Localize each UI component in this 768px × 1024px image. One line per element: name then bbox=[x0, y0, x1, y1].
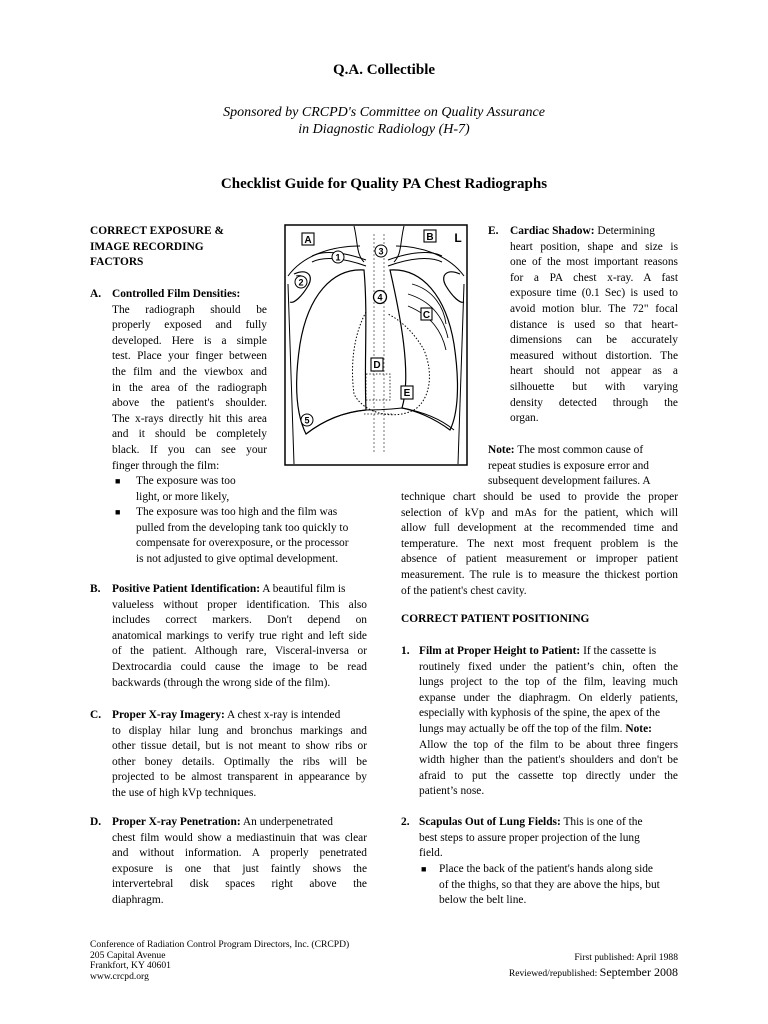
text-line: measurement. The rule is to measure the thickest portion bbox=[401, 568, 678, 581]
text-line: especially with kyphosis of the spine, the apex of the bbox=[419, 707, 661, 720]
text-line: avoid motion blur. The 72" focal bbox=[510, 302, 678, 315]
footer-web: www.crcpd.org bbox=[90, 970, 149, 982]
text-line: chest film would show a mediastinuin that was clear bbox=[112, 831, 367, 844]
text-line: selection of kVp and mAs for the patient, which will bbox=[401, 506, 678, 519]
text-line: exposure is one that just faintly shows the bbox=[112, 862, 367, 875]
svg-text:E: E bbox=[403, 388, 411, 399]
diagram-number-5 bbox=[301, 414, 313, 426]
text-line: projected to be almost transparent in appearance by bbox=[112, 771, 367, 784]
section-e-body bbox=[510, 240, 678, 427]
text-line: density detected through the bbox=[510, 396, 678, 409]
note-block: Note: The most common cause of repeat studies is exposure error and subsequent development failures. A bbox=[488, 444, 651, 488]
section-b-body bbox=[112, 598, 367, 692]
svg-text:L: L bbox=[454, 231, 462, 245]
diagram-number-1 bbox=[332, 251, 344, 263]
section-c-title: Proper X-ray Imagery: bbox=[112, 709, 225, 721]
text-line: The x-rays directly hit this area bbox=[112, 412, 267, 425]
text-line: allow full development at the recommended time and bbox=[401, 522, 678, 535]
text-line: finger through the film: bbox=[112, 459, 220, 472]
text-line: routinely fixed under the patient’s chin, often the bbox=[419, 660, 678, 673]
svg-text:3: 3 bbox=[378, 246, 384, 257]
text-line: heart should not appear as a bbox=[510, 365, 678, 378]
text-line: in the area of the radiograph bbox=[112, 381, 267, 394]
diagram-number-4 bbox=[374, 291, 387, 304]
diagram-label-a bbox=[302, 233, 314, 246]
text-line: technique chart should be used to provide the proper bbox=[401, 491, 678, 503]
text-line: and without information. A properly penetrated bbox=[112, 847, 367, 860]
sponsor-line bbox=[0, 104, 768, 138]
text-line: above the patient's shoulder. bbox=[112, 397, 267, 410]
bullet-item: ■ Place the back of the patient's hands along side of the thighs, so that they are above the hips, but below the belt line. bbox=[421, 863, 660, 907]
position-item-1: 1. Film at Proper Height to Patient: If the cassette is routinely fixed under the patient’s chin, often the lungs project to the top of the film, leaving much expanse under the diaphragm. On elderly patients, especially with kyphosis of the spine, the apex of the lungs may actually be off the top of the film. Note: Allow the top of the film to be about three fingers width higher than the patient's shoulders and don't be afraid to put the cassette top directly under the patient’s nose. bbox=[401, 644, 678, 800]
checklist-title: Checklist Guide for Quality PA Chest Radiographs bbox=[220, 176, 548, 192]
diagram-label-d bbox=[371, 358, 383, 371]
text-line: absence of patient measurement or improper patient bbox=[401, 553, 678, 566]
text-line: distance is used so that heart- bbox=[510, 318, 678, 331]
page-title: Q.A. Collectible bbox=[332, 62, 436, 78]
position-item-2-bullet bbox=[419, 862, 689, 909]
text-line: valueless without proper identification. This also bbox=[112, 598, 367, 611]
bullet-item: ■ The exposure was too light, or more likely, bbox=[115, 475, 236, 503]
text-line: width higher than the patient's shoulders and don't be bbox=[419, 754, 678, 767]
section-a-bullets bbox=[112, 474, 392, 568]
position-item-2: 2. Scapulas Out of Lung Fields: This is one of the best steps to assure proper projection of the lung field. bbox=[401, 816, 643, 860]
text-line: other boney details. Optimally the ribs will be bbox=[112, 755, 367, 768]
sponsor-line-1: Sponsored by CRCPD's Committee on Quality Assurance bbox=[223, 105, 545, 120]
section-c: C. Proper X-ray Imagery: A chest x-ray is intended to display hilar lung and bronchus markings and other tissue detail, but is not meant to show ribs or other boney details. Optimally the ribs will be projected to be almost transparent in appearance by the use of high kVp techniques. bbox=[90, 708, 367, 802]
position-item-1-title: Film at Proper Height to Patient: bbox=[419, 645, 581, 657]
svg-text:A: A bbox=[304, 235, 312, 246]
section-e: E. Cardiac Shadow: Determining heart position, shape and size is one of the most important reasons for a PA chest x-ray. A fast exposure time (0.1 Sec) is used to avoid motion blur. The 72" focal distance is used so that heart- dimensions can be accurately measured without distortion. The heart should not appear as a silhouette but with varying density detected through the organ. bbox=[488, 224, 678, 427]
section-d-body bbox=[112, 831, 367, 909]
text-line: exposure time (0.1 Sec) is used to bbox=[510, 287, 678, 300]
text-line: other tissue detail, but is not meant to show ribs or bbox=[112, 740, 367, 753]
footer-org: Conference of Radiation Control Program Directors, Inc. (CRCPD) 205 Capital Avenue Frankfort, KY 40601 www.crcpd.org bbox=[90, 940, 390, 982]
section-b-title: Positive Patient Identification: bbox=[112, 583, 261, 595]
text-line: Dextrocardia could cause the image to be read bbox=[112, 660, 367, 673]
text-line: the film and the viewbox and bbox=[112, 365, 267, 378]
text-line: silhouette but with varying bbox=[510, 380, 678, 393]
note-label: Note: bbox=[488, 444, 515, 456]
text-line: Allow the top of the film to be about three fingers bbox=[419, 738, 678, 751]
svg-text:5: 5 bbox=[304, 415, 310, 426]
text-line: black. If you can see your bbox=[112, 443, 267, 456]
section-d: D. Proper X-ray Penetration: An underpenetrated chest film would show a mediastinuin that was clear and without information. A properly penetrated exposure is one that just faintly shows the intervertebral disk spaces right above the diaphragm. bbox=[90, 815, 367, 909]
text-line: heart position, shape and size is bbox=[510, 240, 678, 253]
text-line: of the patient's chest cavity. bbox=[401, 584, 527, 597]
text-line: patient’s nose. bbox=[419, 785, 485, 798]
text-line: developed. Here is a simple bbox=[112, 334, 267, 347]
text-line: to display hilar lung and bronchus markings and bbox=[112, 724, 367, 737]
section-a-body bbox=[112, 303, 267, 475]
text-line: and it should be completely bbox=[112, 428, 267, 441]
svg-text:2: 2 bbox=[298, 277, 304, 288]
diagram-number-3 bbox=[375, 245, 387, 257]
text-line: the use of high kVp techniques. bbox=[112, 786, 257, 799]
bullet-item: ■ The exposure was too high and the film was pulled from the developing tank too quickly to compensate for overexposure, or the processor is not adjusted to give optimal development. bbox=[115, 506, 349, 565]
svg-text:C: C bbox=[422, 310, 431, 321]
diagram-label-l bbox=[454, 231, 461, 245]
text-line: afraid to put the cassette top directly under the bbox=[419, 769, 678, 782]
text-line: The radiograph should be bbox=[112, 303, 267, 316]
chest-diagram bbox=[284, 224, 468, 466]
svg-text:4: 4 bbox=[377, 292, 383, 303]
text-line: backwards (through the wrong side of the film). bbox=[112, 676, 331, 689]
svg-text:D: D bbox=[373, 360, 381, 371]
text-line: includes correct markers. Don't depend on bbox=[112, 614, 367, 627]
text-line: anatomical markings to verify true right and left side bbox=[112, 629, 367, 642]
section-e-title: Cardiac Shadow: bbox=[510, 225, 595, 237]
section-a bbox=[90, 287, 267, 474]
diagram-label-b bbox=[424, 230, 436, 243]
section-a-label: A. bbox=[90, 288, 102, 300]
diagram-label-c bbox=[421, 308, 432, 321]
svg-text:B: B bbox=[426, 232, 434, 243]
section-b: B. Positive Patient Identification: A beautiful film is valueless without proper identification. This also includes correct markers. Don't depend on anatomical markings to verify true right and left side of the patient. Although rare, Visceral-inversa or Dextrocardia could cause the image to be read backwards (through the wrong side of the film). bbox=[90, 582, 367, 691]
sponsor-line-2: in Diagnostic Radiology (H-7) bbox=[298, 122, 470, 137]
text-line: intervertebral disk spaces right above the bbox=[112, 878, 367, 891]
footer-publication: First published: April 1988 Reviewed/republished: September 2008 bbox=[508, 952, 678, 979]
text-line: measured without distortion. The bbox=[510, 349, 678, 362]
text-line: for a PA chest x-ray. A fast bbox=[510, 271, 678, 284]
section-c-body bbox=[112, 724, 367, 802]
text-line: properly exposed and fully bbox=[112, 319, 267, 332]
text-line: lungs project to the top of the film, leaving much bbox=[419, 676, 678, 689]
position-item-2-title: Scapulas Out of Lung Fields: bbox=[419, 816, 561, 828]
exposure-heading: CORRECT EXPOSURE & IMAGE RECORDING FACTORS bbox=[90, 225, 224, 269]
text-line: expanse under the diaphragm. On elderly patients, bbox=[419, 691, 678, 704]
text-line: one of the most important reasons bbox=[510, 256, 678, 269]
section-a-title: Controlled Film Densities: bbox=[112, 288, 241, 300]
positioning-heading: CORRECT PATIENT POSITIONING bbox=[401, 613, 590, 625]
svg-text:1: 1 bbox=[335, 252, 341, 263]
diagram-label-e bbox=[401, 386, 413, 399]
text-line: diaphragm. bbox=[112, 893, 164, 906]
text-line: test. Place your finger between bbox=[112, 350, 267, 363]
note-body bbox=[401, 490, 678, 599]
text-line: organ. bbox=[510, 412, 539, 425]
text-line: temperature. The next most frequent problem is the bbox=[401, 537, 678, 550]
diagram-number-2 bbox=[295, 276, 307, 288]
text-line: dimensions can be accurately bbox=[510, 334, 678, 347]
text-line: of the patient. Although rare, Visceral-inversa or bbox=[112, 645, 367, 658]
section-d-title: Proper X-ray Penetration: bbox=[112, 816, 241, 828]
